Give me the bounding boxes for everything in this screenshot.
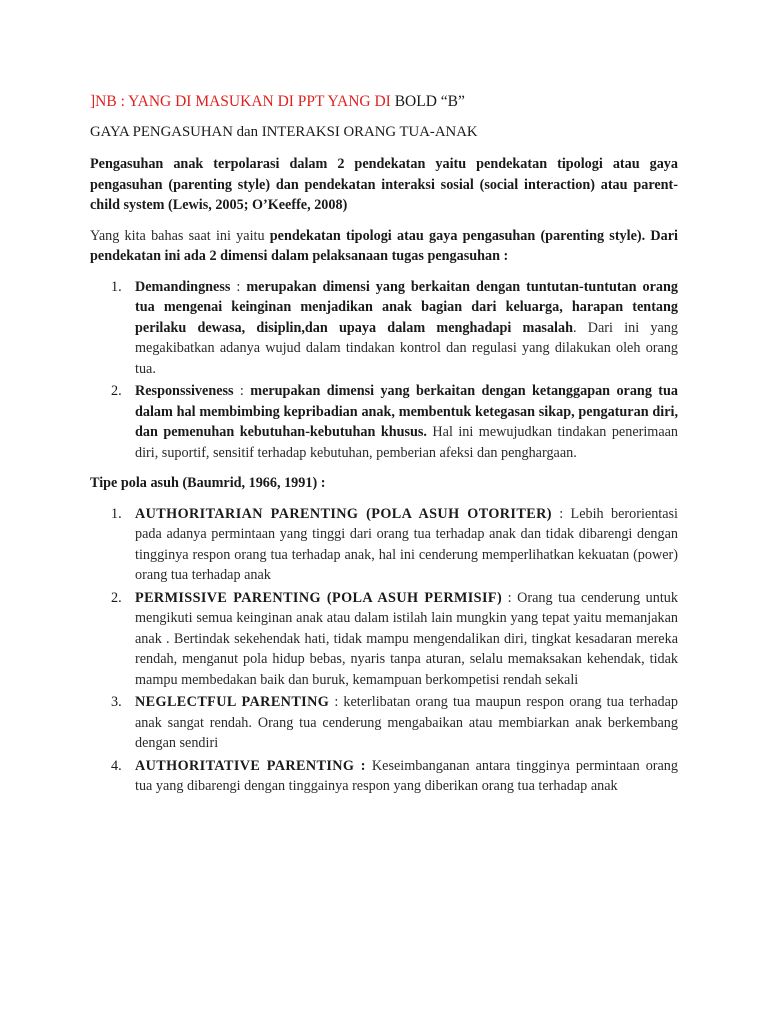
list-item	[90, 588, 678, 691]
dimension-rest-text: . Dari ini yang megakibatkan adanya wujud dalam tindakan kontrol dan regulasi yang dilakukan oleh orang tua.	[135, 319, 678, 377]
type-term: AUTHORITATIVE PARENTING :	[135, 757, 366, 774]
dimension-sep: :	[230, 278, 247, 295]
dimension-sep: :	[233, 383, 251, 399]
types-heading-bold: Tipe pola asuh	[90, 475, 179, 491]
list-number: 2.	[111, 383, 122, 399]
dimension-bold-text: merupakan dimensi yang berkaitan dengan ketanggapan orang tua dalam hal membimbing kepribadian anak, membentuk ketegasan sikap, pengaturan diri, dan pemenuhan kebutuhan-kebutuhan khusus.	[135, 383, 679, 440]
type-term: NEGLECTFUL PARENTING	[135, 694, 330, 710]
dimension-term: Demandingness	[135, 278, 231, 295]
list-number: 1.	[111, 505, 122, 522]
type-description: : Lebih berorientasi pada adanya permintaan yang tinggi dari orang tua terhadap anak dan tidak dibarengi dengan tingginya respon orang tua terhadap anak, hal ini cenderung memperlihatkan kekuatan (power) orang tua terhadap anak	[135, 505, 678, 583]
types-heading	[90, 473, 678, 494]
dimension-intro-bold: pendekatan tipologi atau gaya pengasuhan (parenting style). Dari pendekatan ini ada 2 dimensi dalam pelaksanaan tugas pengasuhan :	[90, 227, 678, 264]
dimension-rest-text: Hal ini mewujudkan tindakan penerimaan diri, suportif, sensitif terhadap kebutuhan, pemberian afeksi dan penghargaan.	[135, 424, 679, 461]
list-item	[90, 504, 678, 586]
types-heading-colon: :	[320, 475, 326, 491]
intro-paragraph: Pengasuhan anak terpolarasi dalam 2 pendekatan yaitu pendekatan tipologi atau gaya pengasuhan (parenting style) dan pendekatan interaksi sosial (social interaction) atau parent-child system (Lewis, 2005; O’Keeffe, 2008)	[90, 156, 678, 213]
dimension-bold-text: merupakan dimensi yang berkaitan dengan tuntutan-tuntutan orang tua mengenai keinginan menjadikan anak bagian dari keluarga, harapan tentang perilaku dewasa, disiplin,dan upaya dalam menghadapi masalah	[135, 278, 678, 336]
type-description: : Orang tua cenderung untuk mengikuti semua keinginan anak atau dalam istilah lain mungkin yang tepat yaitu memanjakan anak . Bertindak sekehendak hati, tidak mampu mengendalikan diri, tingkat kesadaran mereka rendah, menganut pola hidup bebas, nyaris tanpa aturan, selalu memaksakan kehendak, tidak mampu membedakan baik dan buruk, kemampuan berkompetisi rendah sekali	[135, 589, 678, 688]
dimension-term: Responssiveness	[135, 383, 234, 399]
list-item	[90, 381, 678, 463]
list-number: 4.	[111, 757, 122, 774]
types-list	[90, 504, 678, 797]
list-item	[90, 756, 678, 797]
list-number: 1.	[111, 278, 122, 295]
dimension-list	[90, 277, 678, 464]
list-item	[90, 692, 678, 754]
list-number: 3.	[111, 694, 122, 710]
dimension-intro-paragraph	[90, 226, 678, 267]
list-item	[90, 277, 678, 380]
document-content	[90, 92, 678, 807]
note-red-text: ]NB : YANG DI MASUKAN DI PPT YANG DI	[90, 93, 391, 110]
note-black-text: BOLD “B”	[394, 93, 465, 110]
document-title: GAYA PENGASUHAN dan INTERAKSI ORANG TUA-ANAK	[90, 124, 478, 140]
type-term: AUTHORITARIAN PARENTING (POLA ASUH OTORITER)	[135, 505, 552, 522]
type-description: : keterlibatan orang tua maupun respon orang tua terhadap anak sangat rendah. Orang tua cenderung mengabaikan atau membiarkan anak berkembang dengan sendiri	[135, 694, 678, 751]
type-term: PERMISSIVE PARENTING (POLA ASUH PERMISIF)	[135, 589, 503, 606]
list-number: 2.	[111, 589, 122, 606]
types-heading-ref: (Baumrid, 1966, 1991)	[178, 475, 321, 491]
type-description: Keseimbanganan antara tingginya permintaan orang tua yang dibarengi dengan tinggainya respon yang diberikan orang tua terhadap anak	[135, 757, 678, 794]
note-line	[90, 92, 678, 112]
dimension-intro-normal: Yang kita bahas saat ini yaitu	[90, 227, 270, 244]
